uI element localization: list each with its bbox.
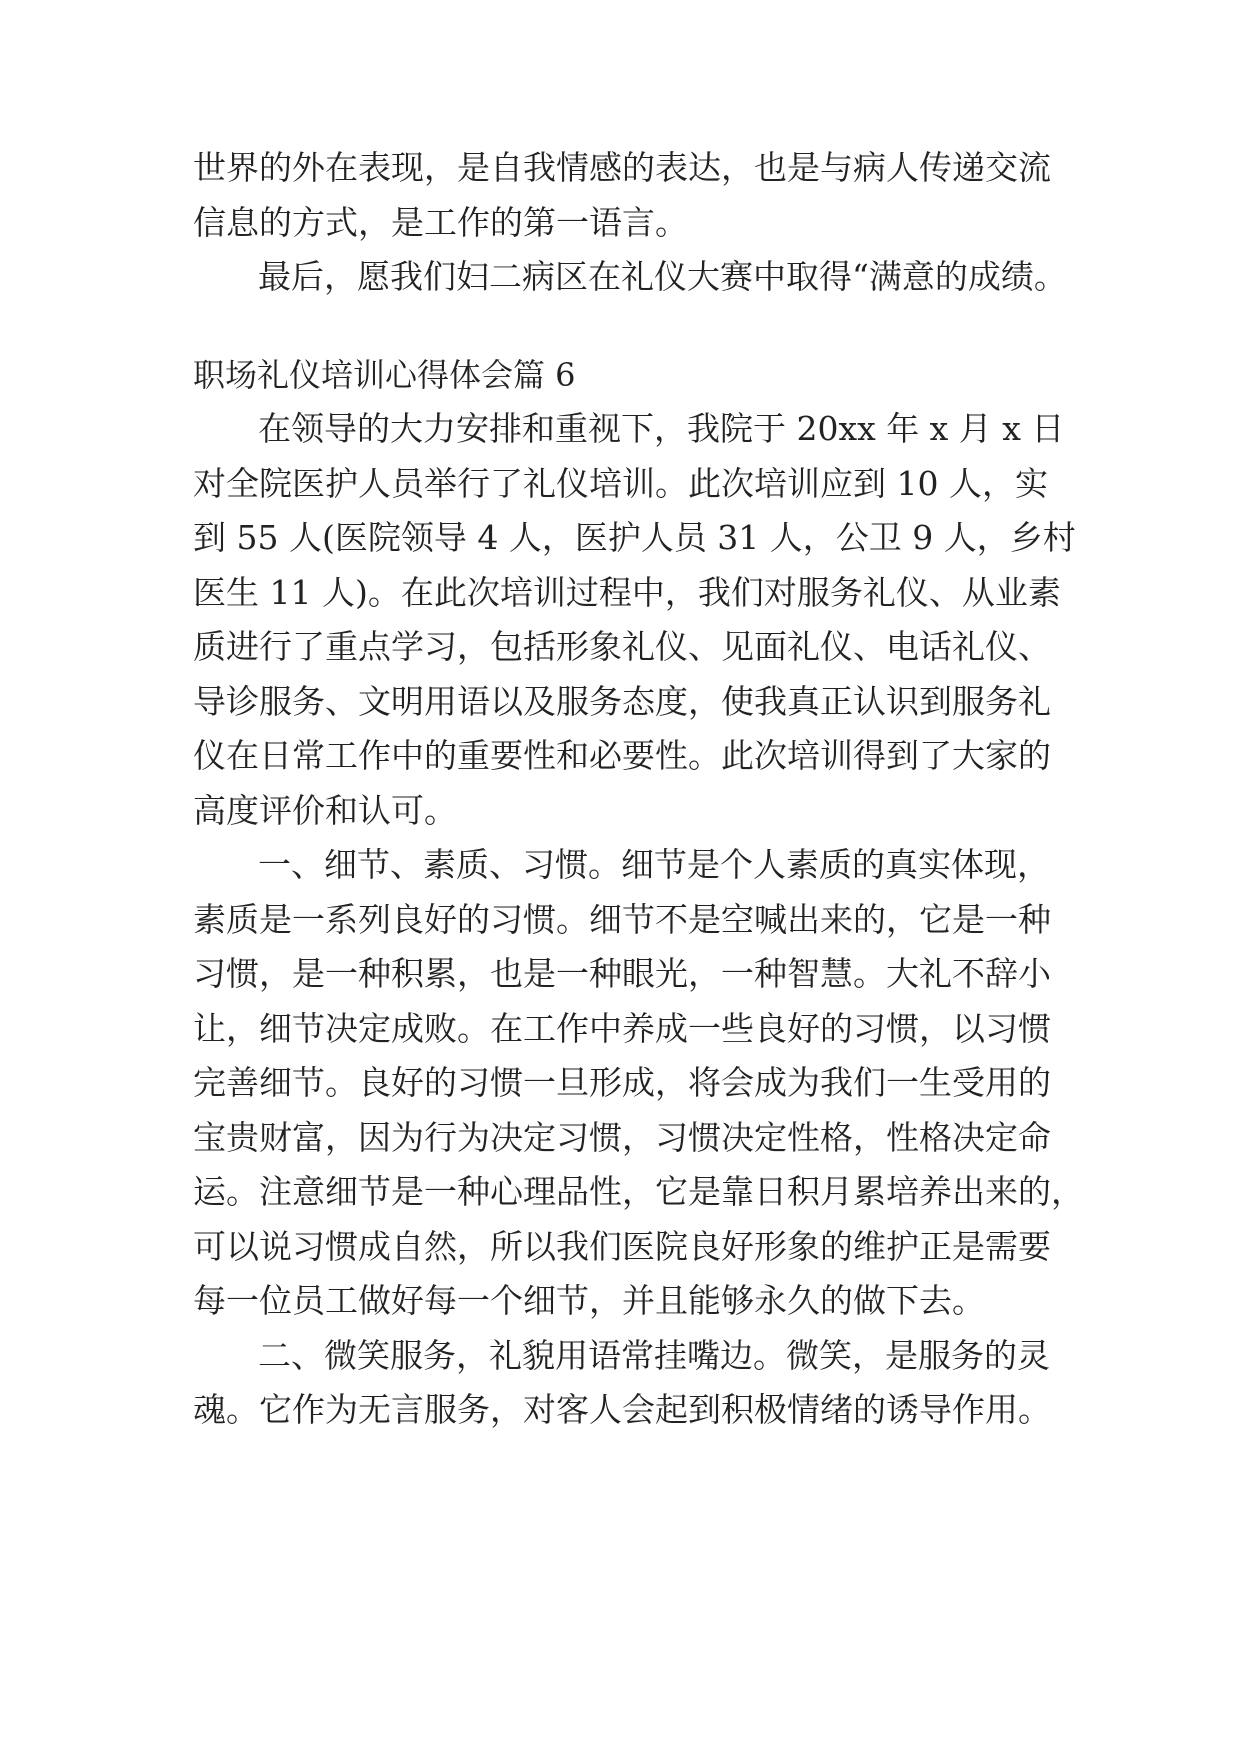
text-line: 每一位员工做好每一个细节，并且能够永久的做下去。 — [193, 1281, 985, 1320]
text-line: 导诊服务、文明用语以及服务态度，使我真正认识到服务礼 — [193, 682, 1051, 721]
text-line: 信息的方式，是工作的第一语言。 — [193, 203, 688, 242]
text-line: 高度评价和认可。 — [193, 791, 457, 830]
text-line: 最后，愿我们妇二病区在礼仪大赛中取得“满意的成绩。 — [258, 257, 1067, 296]
text-line: 让，细节决定成败。在工作中养成一些良好的习惯，以习惯 — [193, 1009, 1051, 1048]
text-line: 世界的外在表现，是自我情感的表达，也是与病人传递交流 — [193, 148, 1051, 187]
section-heading: 职场礼仪培训心得体会篇 6 — [193, 356, 576, 394]
text-line: 习惯，是一种积累，也是一种眼光，一种智慧。大礼不辞小 — [193, 954, 1051, 993]
text-line: 宝贵财富，因为行为决定习惯，习惯决定性格，性格决定命 — [193, 1118, 1051, 1157]
text-line: 仪在日常工作中的重要性和必要性。此次培训得到了大家的 — [193, 736, 1051, 775]
text-line: 二、微笑服务，礼貌用语常挂嘴边。微笑，是服务的灵 — [258, 1336, 1050, 1375]
text-line: 魂。它作为无言服务，对客人会起到积极情绪的诱导作用。 — [193, 1390, 1051, 1429]
text-line: 素质是一系列良好的习惯。细节不是空喊出来的，它是一种 — [193, 900, 1051, 939]
text-line: 可以说习惯成自然，所以我们医院良好形象的维护正是需要 — [193, 1227, 1051, 1266]
text-line: 对全院医护人员举行了礼仪培训。此次培训应到 10 人，实 — [193, 464, 1048, 503]
text-line: 完善细节。良好的习惯一旦形成，将会成为我们一生受用的 — [193, 1063, 1051, 1102]
text-line: 质进行了重点学习，包括形象礼仪、见面礼仪、电话礼仪、 — [193, 627, 1051, 666]
text-line: 医生 11 人)。在此次培训过程中，我们对服务礼仪、从业素 — [193, 573, 1061, 612]
text-line: 一、细节、素质、习惯。细节是个人素质的真实体现， — [258, 845, 1050, 884]
text-line: 在领导的大力安排和重视下，我院于 20xx 年 x 月 x 日 — [258, 409, 1065, 448]
text-line: 到 55 人(医院领导 4 人，医护人员 31 人，公卫 9 人，乡村 — [193, 518, 1076, 557]
text-line: 运。注意细节是一种心理品性，它是靠日积月累培养出来的， — [193, 1172, 1084, 1211]
